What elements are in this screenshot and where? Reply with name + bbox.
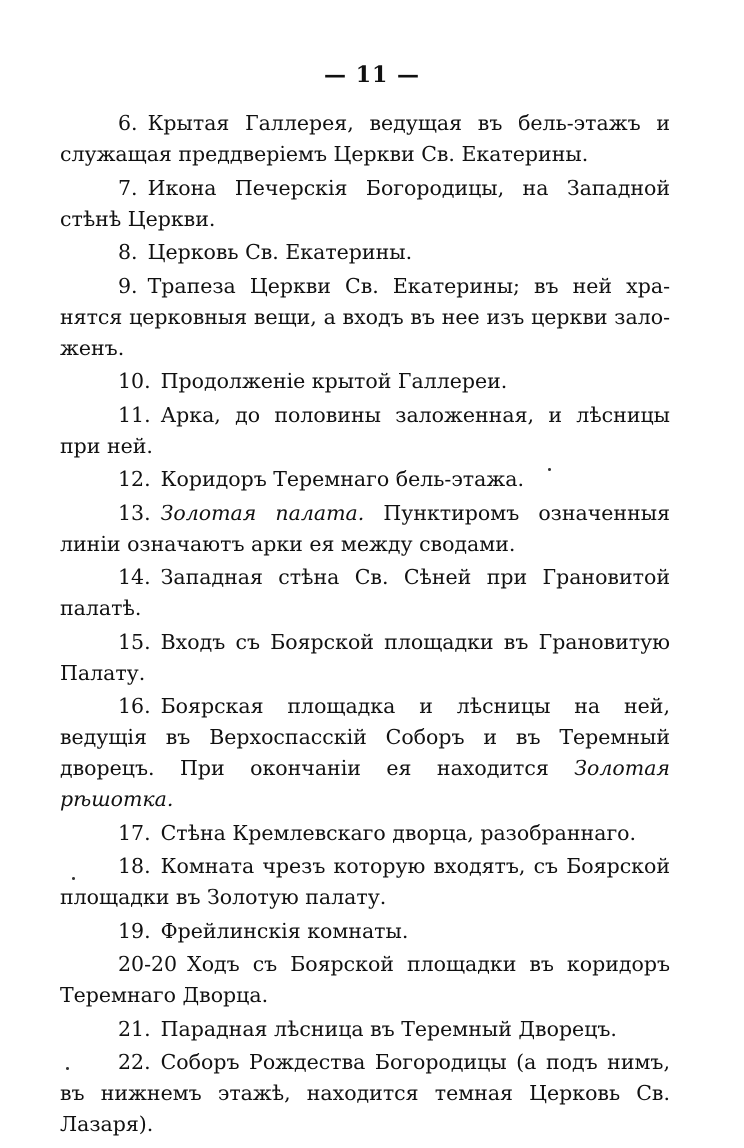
entry-number: 16. [118,694,151,718]
entry-text: Икона Печерскія Богородицы, на Западной стѣнѣ Церкви. [60,175,670,231]
ink-speck [72,877,75,880]
entry-text: Продолженіе крытой Галлереи. [160,369,508,393]
entry-text: Комната чрезъ которую входятъ, съ Боярской площадки въ Золотую палату. [60,854,670,909]
entry-text: Западная стѣна Св. Сѣней при Грановитой палатѣ. [60,565,670,620]
entry-number: 14. [118,565,151,589]
entry-number: 11. [118,402,151,427]
list-item [60,464,670,495]
entry-number: 17. [118,820,151,845]
entry-text: Соборъ Рождества Богородицы (а подъ нимъ, въ нижнемъ этажѣ, находится темная Церковь Св. Лазаря). [60,1050,670,1136]
entry-text: Парадная лѣсница въ Теремный Дворецъ. [160,1016,617,1041]
list-item [60,108,670,170]
list-item [60,498,670,560]
list-item [60,949,670,1011]
page-number: — 11 — [324,62,420,88]
entry-number: 21. [118,1016,151,1041]
entry-list [60,108,670,1143]
list-item [60,271,670,364]
entry-italic-term: Золотая рѣшотка. [60,756,670,811]
entry-text: Арка, до половины заложенная, и лѣсницы при ней. [60,402,670,458]
list-item [60,851,670,913]
entry-number: 8. [118,240,138,264]
list-item [60,237,670,268]
list-item [60,627,670,689]
entry-text: Ходъ съ Боярской площадки въ коридоръ Теремнаго Дворца. [60,952,670,1007]
ink-speck [66,1067,69,1070]
entry-number: 22. [118,1050,151,1074]
entry-text: Трапеза Церкви Св. Екатерины; въ ней хранятся церковныя вещи, а входъ въ нее изъ церкви заложенъ. [60,273,670,360]
ink-speck [548,468,551,471]
entry-number: 20-20 [118,952,178,976]
list-item [60,916,670,947]
entry-number: 7. [118,175,138,200]
entry-number: 12. [118,467,151,491]
list-item [60,400,670,462]
list-item [60,366,670,397]
entry-text: Пунктиромъ означенныя линіи означаютъ арки ея между сводами. [60,500,671,556]
entry-number: 10. [118,369,151,393]
entry-text: Боярская площадка и лѣсницы на ней, ведущія въ Верхоспасскій Соборъ и въ Теремный дворецъ. При окончаніи ея находится [60,694,670,780]
entry-number: 19. [118,918,151,943]
entry-number: 18. [118,854,151,878]
entry-number: 13. [118,500,151,525]
entry-number: 9. [118,273,138,298]
entry-number: 6. [118,111,138,135]
entry-text: Входъ съ Боярской площадки въ Грановитую Палату. [60,629,670,685]
entry-text: Крытая Галлерея, ведущая въ бель-этажъ и служащая преддверіемъ Церкви Св. Екатерины. [60,111,670,166]
entry-text: Стѣна Кремлевскаго дворца, разобраннаго. [160,820,637,845]
entry-text: Церковь Св. Екатерины. [147,240,413,264]
list-item [60,1047,670,1140]
list-item [60,1014,670,1045]
entry-text: Фрейлинскія комнаты. [160,918,409,943]
entry-text: Коридоръ Теремнаго бель-этажа. [160,467,524,491]
entry-number: 15. [118,629,151,654]
list-item [60,691,670,815]
entry-italic-term: Золотая палата. [160,500,365,525]
list-item [60,818,670,849]
list-item [60,173,670,235]
list-item [60,562,670,624]
